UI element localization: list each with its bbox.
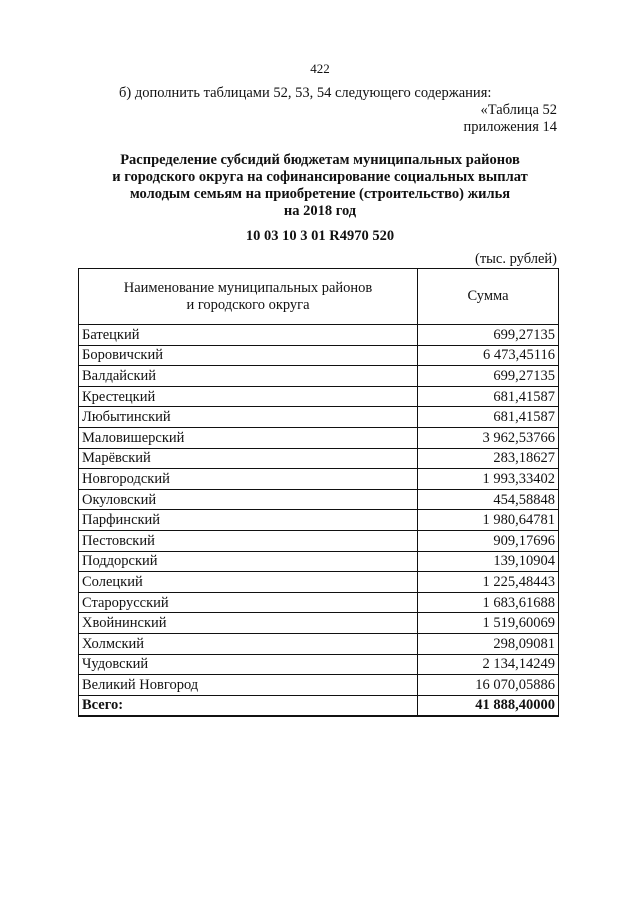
budget-code: 10 03 10 3 01 R4970 520 xyxy=(245,228,395,244)
district-name-cell: Марёвский xyxy=(79,448,418,469)
title-line-2: и городского округа на софинансирование социальных выплат xyxy=(112,169,528,185)
intro-text: б) дополнить таблицами 52, 53, 54 следующего содержания: xyxy=(119,85,492,101)
table-row xyxy=(79,633,559,654)
district-name-cell: Крестецкий xyxy=(79,386,418,407)
total-amount-cell: 41 888,40000 xyxy=(418,695,559,716)
table-row xyxy=(79,407,559,428)
district-name-cell: Поддорский xyxy=(79,551,418,572)
total-label-cell: Всего: xyxy=(79,695,418,716)
table-header-row xyxy=(79,269,559,325)
amount-cell: 298,09081 xyxy=(418,633,559,654)
page-number: 422 xyxy=(310,61,330,76)
header-name-line-2: и городского округа xyxy=(186,296,310,313)
district-name-cell: Парфинский xyxy=(79,510,418,531)
district-name-cell: Великий Новгород xyxy=(79,675,418,696)
table-row xyxy=(79,325,559,346)
table-row xyxy=(79,427,559,448)
table-reference xyxy=(464,102,557,136)
amount-cell: 6 473,45116 xyxy=(418,345,559,366)
header-name-cell xyxy=(79,269,418,325)
total-row xyxy=(79,695,559,716)
table-row xyxy=(79,613,559,634)
amount-cell: 699,27135 xyxy=(418,366,559,387)
amount-cell: 16 070,05886 xyxy=(418,675,559,696)
units-note: (тыс. рублей) xyxy=(475,251,557,267)
table-reference-line-1: «Таблица 52 xyxy=(480,102,557,118)
table-row xyxy=(79,654,559,675)
table-row xyxy=(79,469,559,490)
amount-cell: 681,41587 xyxy=(418,386,559,407)
district-name-cell: Окуловский xyxy=(79,489,418,510)
table-row xyxy=(79,592,559,613)
district-name-cell: Холмский xyxy=(79,633,418,654)
amount-cell: 1 980,64781 xyxy=(418,510,559,531)
amount-cell: 909,17696 xyxy=(418,530,559,551)
table-row xyxy=(79,366,559,387)
district-name-cell: Пестовский xyxy=(79,530,418,551)
district-name-cell: Новгородский xyxy=(79,469,418,490)
amount-cell: 283,18627 xyxy=(418,448,559,469)
amount-cell: 699,27135 xyxy=(418,325,559,346)
amount-cell: 1 519,60069 xyxy=(418,613,559,634)
district-name-cell: Валдайский xyxy=(79,366,418,387)
amount-cell: 139,10904 xyxy=(418,551,559,572)
title-line-4: на 2018 год xyxy=(283,203,357,219)
header-sum-cell: Сумма xyxy=(418,269,559,325)
subsidy-table xyxy=(78,268,559,717)
amount-cell: 3 962,53766 xyxy=(418,427,559,448)
district-name-cell: Солецкий xyxy=(79,572,418,593)
district-name-cell: Любытинский xyxy=(79,407,418,428)
table-reference-line-2: приложения 14 xyxy=(463,119,557,135)
table-body xyxy=(79,325,559,717)
amount-cell: 2 134,14249 xyxy=(418,654,559,675)
table-row xyxy=(79,345,559,366)
amount-cell: 1 993,33402 xyxy=(418,469,559,490)
district-name-cell: Маловишерский xyxy=(79,427,418,448)
amount-cell: 454,58848 xyxy=(418,489,559,510)
district-name-cell: Боровичский xyxy=(79,345,418,366)
amount-cell: 1 225,48443 xyxy=(418,572,559,593)
table-row xyxy=(79,530,559,551)
amount-cell: 681,41587 xyxy=(418,407,559,428)
district-name-cell: Батецкий xyxy=(79,325,418,346)
table-row xyxy=(79,551,559,572)
title-line-3: молодым семьям на приобретение (строительство) жилья xyxy=(129,186,511,202)
header-name-line-1: Наименование муниципальных районов xyxy=(123,279,373,296)
title-line-1: Распределение субсидий бюджетам муниципальных районов xyxy=(120,152,520,168)
district-name-cell: Старорусский xyxy=(79,592,418,613)
table-row xyxy=(79,675,559,696)
table-row xyxy=(79,386,559,407)
amount-cell: 1 683,61688 xyxy=(418,592,559,613)
document-title xyxy=(90,152,550,220)
table-row xyxy=(79,572,559,593)
table-row xyxy=(79,510,559,531)
district-name-cell: Чудовский xyxy=(79,654,418,675)
table-row xyxy=(79,448,559,469)
table-row xyxy=(79,489,559,510)
district-name-cell: Хвойнинский xyxy=(79,613,418,634)
